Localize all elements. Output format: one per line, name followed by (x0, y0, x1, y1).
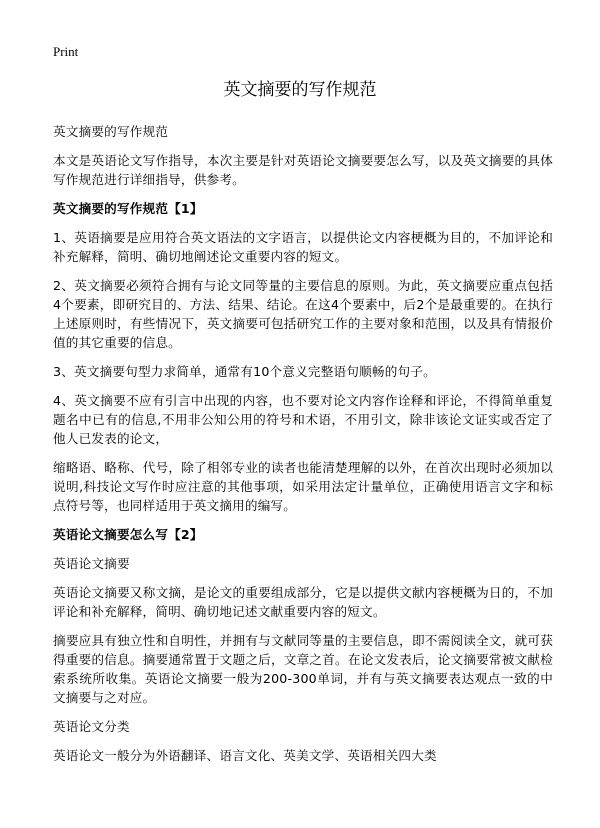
section-heading-1: 英文摘要的写作规范【1】 (53, 201, 203, 216)
section2-closing: 英语论文一般分为外语翻译、语言文化、英美文学、英语相关四大类 (53, 748, 437, 763)
section1-item-2: 2、英文摘要必须符合拥有与论文同等量的主要信息的原则。为此，英文摘要应重点包括4个要素，即研究目的、方法、结果、结论。在这4个要素中，后2个是最重要的。在执行上述原则时，有些情况下，英文摘要可包括研究工作的主要对象和范围，以及具有情报价值的其它重要的信息。 (53, 278, 553, 350)
document-body (53, 122, 553, 775)
section1-item-4: 4、英文摘要不应有引言中出现的内容，也不要对论文内容作诠释和评论，不得简单重复题名中已有的信息,不用非公知公用的符号和术语，不用引文，除非该论文证实或否定了他人已发表的论文， (53, 393, 553, 446)
section1-item-3: 3、英文摘要句型力求简单，通常有10个意义完整语句顺畅的句子。 (53, 364, 436, 379)
document-subtitle: 英文摘要的写作规范 (53, 124, 169, 139)
section2-subheading: 英语论文摘要 (53, 556, 130, 571)
document-title: 英文摘要的写作规范 (223, 80, 377, 100)
section2-paragraph-2: 摘要应具有独立性和自明性，并拥有与文献同等量的主要信息，即不需阅读全文，就可获得重要的信息。摘要通常置于文题之后，文章之首。在论文发表后，论文摘要常被文献检索系统所收集。英语论文摘要一般为200-300单词，并有与英文摘要表达观点一致的中文摘要与之对应。 (53, 633, 553, 705)
section1-item-5: 缩略语、略称、代号，除了相邻专业的读者也能清楚理解的以外，在首次出现时必须加以说明,科技论文写作时应注意的其他事项，如采用法定计量单位，正确使用语言文字和标点符号等，也同样适用于英文摘用的编写。 (53, 460, 553, 513)
section2-subheading-2: 英语论文分类 (53, 719, 130, 734)
section-heading-2: 英语论文摘要怎么写【2】 (53, 527, 203, 542)
print-link[interactable]: Print (53, 44, 79, 59)
section2-paragraph-1: 英语论文摘要又称文摘，是论文的重要组成部分，它是以提供文献内容梗概为日的，不加评论和补充解释，简明、确切地记述文献重要内容的短文。 (53, 585, 553, 619)
section1-item-1: 1、英语摘要是应用符合英文语法的文字语言，以提供论文内容梗概为目的，不加评论和补充解释，简明、确切地阐述论文重要内容的短文。 (53, 230, 553, 264)
intro-paragraph: 本文是英语论文写作指导，本次主要是针对英语论文摘要要怎么写，以及英文摘要的具体写作规范进行详细指导，供参考。 (53, 153, 553, 187)
